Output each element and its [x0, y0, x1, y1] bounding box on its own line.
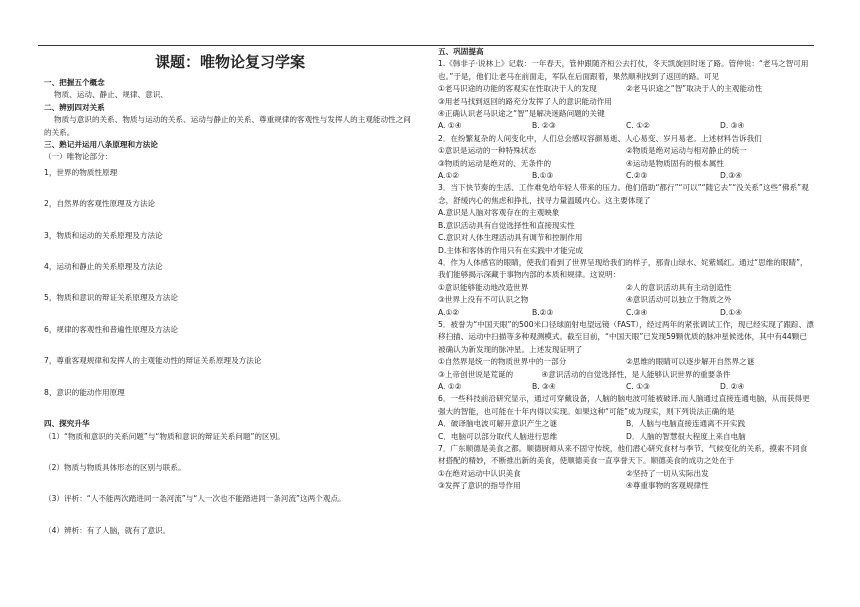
concepts-text: 物质、运动、静止、规律、意识、	[54, 90, 168, 100]
option: B．人脑与电脑直接连通离不开实践	[626, 419, 746, 429]
answer-choice: B.②③	[532, 307, 554, 317]
section-heading: 五、巩固提高	[438, 47, 484, 56]
option-row	[438, 282, 814, 294]
relations-text: 物质与意识的关系、物质与运动的关系、运动与静止的关系、尊重规律的客观性与发挥人的主观能动性之间的关系。	[44, 115, 411, 137]
option-row	[438, 145, 814, 157]
option: C.意识对人体生理活动具有调节和控制作用	[438, 233, 583, 243]
question-stem: 2．在纷繁复杂的人间变化中，人们总会感叹容颜易逝、人心易变、岁月易老。上述材料告诉我们	[438, 133, 762, 143]
option-row	[438, 158, 814, 170]
question-stem: 6．一些科技前沿研究显示，通过可穿戴设备，人脑的脑电波可能被破译.而人脑通过直接连通电脑，从而获得更强大的智能，也可能在十年内得以实现。如果这种“可能”成为现实，则下列说法正确的是	[438, 394, 810, 416]
option: ①意识是运动的一种特殊状态	[438, 146, 536, 156]
option: ③世界上没有不可认识之物	[438, 295, 529, 305]
question-stem: 1.《韩非子·说林上》记载：一年春天，管仲跟随齐桓公去打仗，冬天凯旋回时迷了路。管仲说：“老马之智可用也。”于是，他们让老马在前面走，军队在后面跟着，果然顺利找到了返回的路。可见	[438, 59, 809, 81]
answer-choice: C. ①③	[626, 381, 650, 391]
right-column	[438, 46, 814, 493]
principle-item: 4，运动和静止的关系原理及方法论	[44, 262, 163, 272]
answer-row	[438, 120, 814, 132]
answer-choice: A. ①②	[438, 381, 462, 391]
option: ③用老马找到返回的路充分发挥了人的意识能动作用	[438, 96, 612, 106]
answer-choice: D.①④	[720, 307, 742, 317]
answer-choice: A. ①④	[438, 121, 462, 131]
option: ④意识活动可以独立于物质之外	[626, 295, 732, 305]
option: ①老马识途的功能的客观实在性取决于人的发现	[438, 84, 597, 94]
subsection-heading: （一）唯物论部分：	[44, 152, 113, 162]
inquiry-question: （4）辨析：有了人脑，就有了意识。	[44, 525, 171, 535]
option: D．人脑的智慧很大程度上来自电脑	[626, 431, 746, 441]
option-row	[438, 369, 814, 381]
option: ②坚持了一切从实际出发	[626, 468, 709, 478]
option: ③发挥了意识的指导作用	[438, 481, 521, 491]
option: ②老马识途之“智”取决于人的主观能动性	[626, 84, 763, 94]
answer-choice: B.①③	[532, 171, 554, 181]
option: ③上帝创世说是荒诞的	[438, 369, 514, 379]
option: ①在绝对运动中认识美食	[438, 468, 521, 478]
principle-item: 5，物质和意识的辩证关系原理及方法论	[44, 293, 178, 303]
option-row	[438, 431, 814, 443]
question-stem: 7．广东顺德是美食之都。顺德厨师从来不固守传统，他们潜心研究食材与季节、气候变化的关系，摸索不同食材搭配的精妙，不断推出新的美食，使顺德美食一直享誉天下。顺德美食的成功之处在于	[438, 444, 808, 466]
option: A．破译脑电波可解开意识产生之谜	[438, 419, 558, 429]
option: D.主体和客体的作用只有在实践中才能完成	[438, 245, 583, 255]
answer-choice: C.②③	[626, 171, 648, 181]
option: ④运动是物质固有的根本属性	[626, 158, 724, 168]
answer-choice: B. ②③	[532, 121, 556, 131]
option: ④正确认识老马识途之“智”是解决迷路问题的关键	[438, 109, 605, 119]
answer-choice: C.③④	[626, 307, 648, 317]
option-row	[438, 83, 814, 95]
principle-item: 6，规律的客观性和普遍性原理及方法论	[44, 324, 178, 334]
option: ①自然界是统一的物质世界中的一部分	[438, 357, 567, 367]
principle-item: 7，尊重客观规律和发挥人的主观能动性的辩证关系原理及方法论	[44, 356, 262, 366]
answer-row	[438, 307, 814, 319]
principle-item: 8、意识的能动作用原理	[44, 387, 125, 397]
answer-row	[438, 170, 814, 182]
answer-choice: D.③④	[720, 171, 742, 181]
inquiry-question: （2）物质与物质具体形态的区别与联系。	[44, 462, 186, 472]
option-row	[438, 418, 814, 430]
section-heading: 二、辨别四对关系	[44, 102, 105, 112]
option: ①意识能够能动地改造世界	[438, 282, 529, 292]
option-row	[438, 468, 814, 480]
option: ②思维的眼睛可以逐步解开自然界之谜	[626, 357, 755, 367]
principle-item: 2，自然界的客观性原理及方法论	[44, 199, 156, 209]
answer-choice: D. ②④	[720, 381, 745, 391]
option: ③物质的运动是绝对的、无条件的	[438, 158, 552, 168]
option: ④尊重事物的客观规律性	[626, 481, 709, 491]
page-title: 课题：唯物论复习学案	[154, 53, 305, 71]
option: ②物质是绝对运动与相对静止的统一	[626, 146, 747, 156]
question-stem: 5．被誉为“中国天眼”的500米口径球面射电望远镜（FAST），经过两年的紧张调试工作，现已经实现了跟踪、漂移扫描、运动中扫描等多种观测模式。截至目前，“中国天眼”已发现59颗优质的脉冲星候选体，其中有44颗已被确认为新发现的脉冲星。上述发现证明了	[438, 319, 814, 354]
option-row	[438, 294, 814, 306]
inquiry-question: （1）“物质和意识的关系问题”与“物质和意识的辩证关系问题”的区别。	[44, 431, 285, 441]
option: ④意识活动的自觉选择性，是人能够认识世界的重要条件	[541, 369, 731, 379]
principle-item: 3，物质和运动的关系原理及方法论	[44, 230, 163, 240]
section-heading: 一、把握五个概念	[44, 78, 105, 87]
principle-item: 1，世界的物质性原理	[44, 167, 118, 177]
answer-choice: B. ③④	[532, 381, 556, 391]
answer-choice: A.①②	[438, 307, 460, 317]
option-row	[438, 480, 814, 492]
left-column	[44, 46, 416, 537]
option: A.意识是人脑对客观存在的主观映象	[438, 208, 560, 218]
question-stem: 3．当下快节奏的生活、工作难免给年轻人带来的压力。他们借助“都行”“可以”“随它去”“没关系”这些“佛系”观念，舒缓内心的焦虑和挣扎，找寻力量温暖内心。这主要体现了	[438, 183, 809, 205]
option-row	[438, 356, 814, 368]
answer-choice: C. ①②	[626, 121, 650, 131]
answer-choice: A.①②	[438, 171, 460, 181]
option: ②人的意识活动具有主动创造性	[626, 282, 732, 292]
answer-choice: D. ③④	[720, 121, 745, 131]
option: C．电脑可以部分取代人脑进行思维	[438, 431, 558, 441]
option: B.意识活动具有自觉选择性和直接现实性	[438, 220, 575, 230]
inquiry-question: （3）评析：“人不能两次踏进同一条河流”与“人一次也不能踏进同一条河流”这两个观点。	[44, 494, 346, 504]
section-heading: 四、探究升华	[44, 419, 90, 429]
answer-row	[438, 381, 814, 393]
section-heading: 三、熟记并运用八条原理和方法论	[44, 140, 158, 150]
question-stem: 4．作为人体感官的眼睛，使我们看到了世界呈现给我们的样子，那青山绿水、姹紫嫣红。通过“思维的眼睛”，我们能够揭示深藏于事物内部的本质和规律。这说明：	[438, 257, 808, 280]
